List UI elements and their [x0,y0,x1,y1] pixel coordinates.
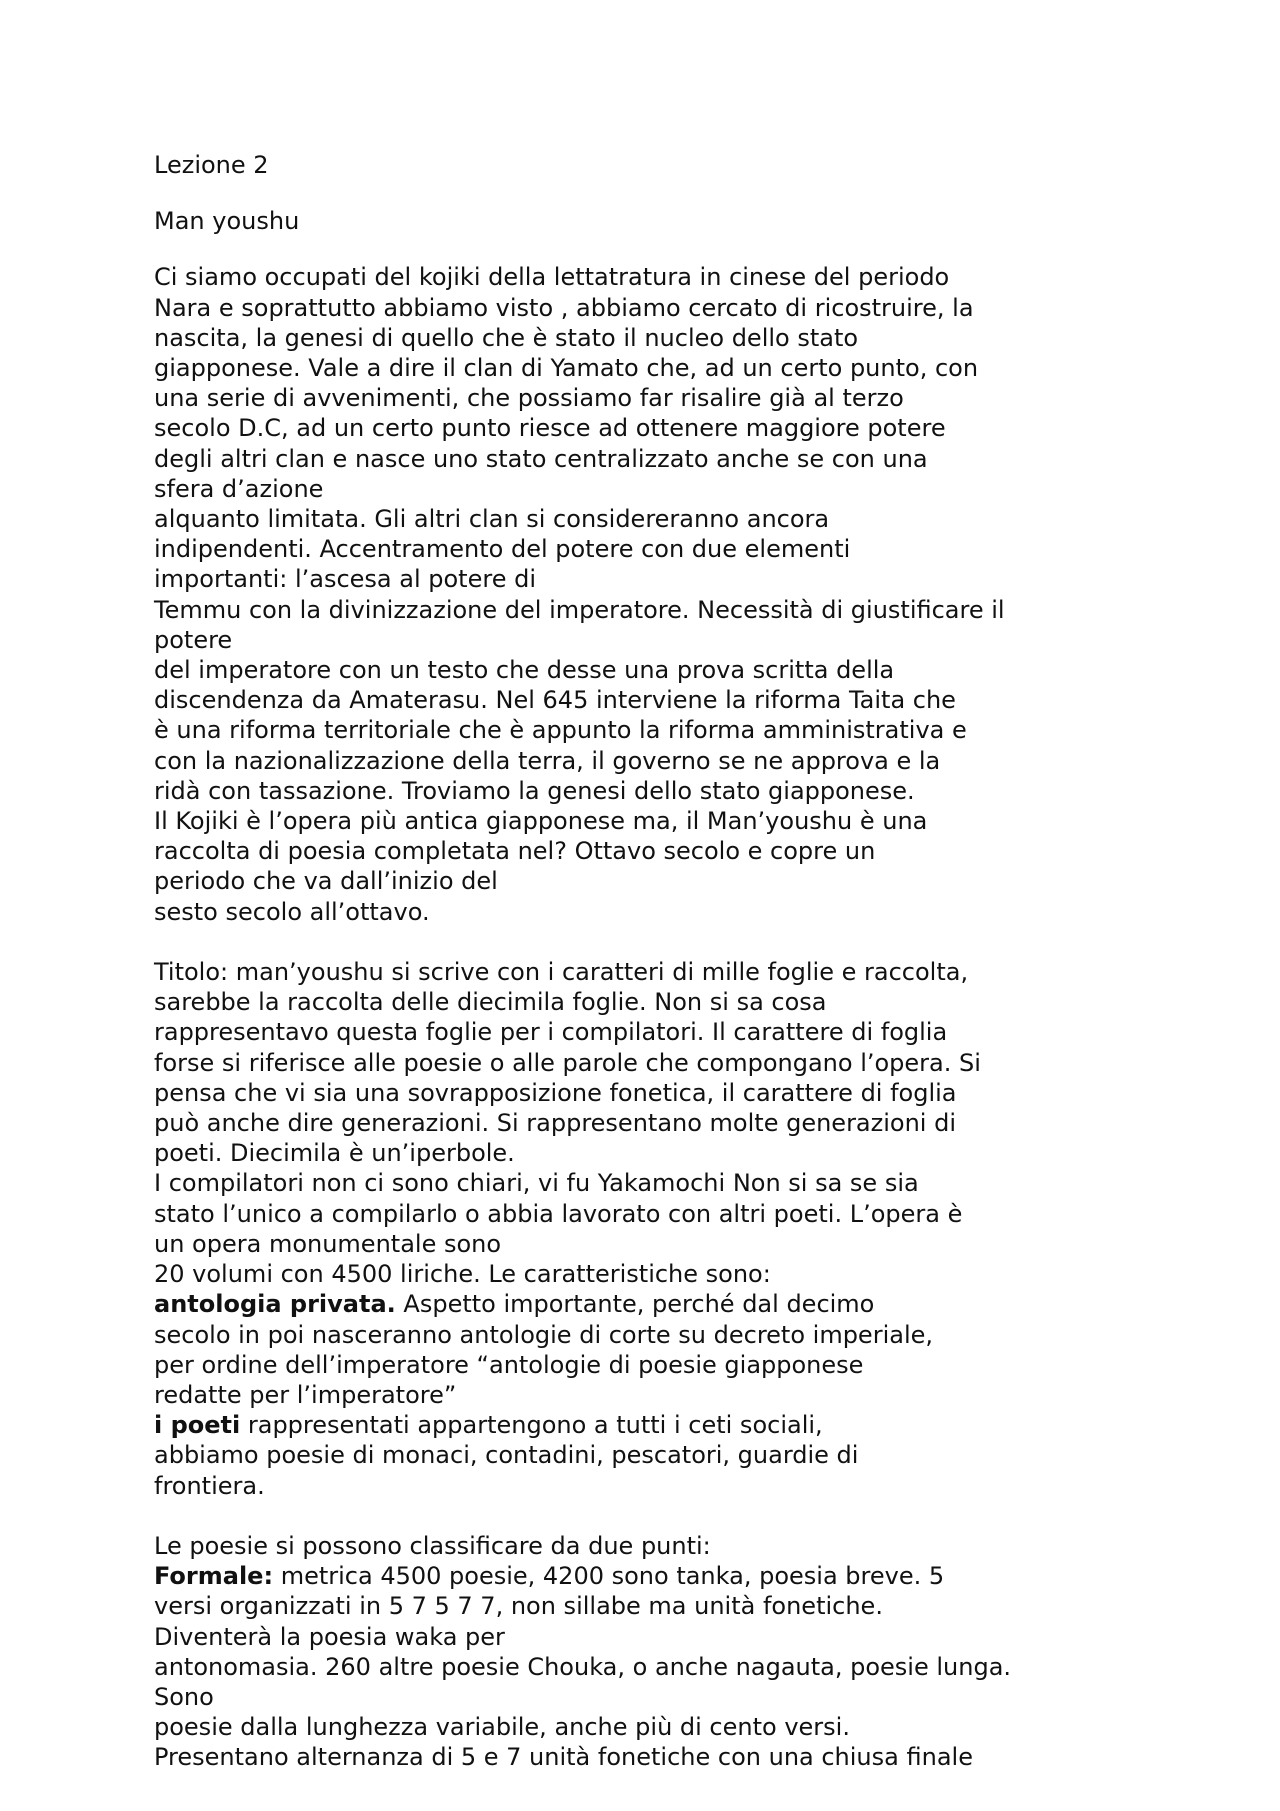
text-line: pensa che vi sia una sovrapposizione fonetica, il carattere di foglia [154,1078,957,1107]
text-line: degli altri clan e nasce uno stato centralizzato anche se con una [154,444,928,473]
text-line: redatte per l’imperatore” [154,1380,457,1409]
text-line: giapponese. Vale a dire il clan di Yamato che, ad un certo punto, con [154,354,979,383]
text-line: frontiera. [154,1471,265,1500]
text-line: secolo in poi nasceranno antologie di corte su decreto imperiale, [154,1320,934,1349]
document-page [154,150,1154,1773]
paragraph-gap [154,927,1154,957]
text-line: indipendenti. Accentramento del potere con due elementi [154,535,851,564]
text-line: con la nazionalizzazione della terra, il governo se ne approva e la [154,746,941,775]
text-line: Temmu con la divinizzazione del imperatore. Necessità di giustificare il [154,595,1005,624]
text-line: Sono [154,1682,214,1711]
text-line: Il Kojiki è l’opera più antica giapponese ma, il Man’youshu è una [154,807,928,836]
text-line [154,1289,1154,1319]
text-line: Ci siamo occupati del kojiki della lettatratura in cinese del periodo [154,263,950,292]
text-line: sfera d’azione [154,474,324,503]
text-line: poesie dalla lunghezza variabile, anche più di cento versi. [154,1713,850,1742]
bold-term: antologia privata. [154,1290,396,1319]
paragraph [154,262,1154,926]
text-line: una serie di avvenimenti, che possiamo far risalire già al terzo [154,384,904,413]
paragraph [154,1531,1154,1773]
text-line: del imperatore con un testo che desse una prova scritta della [154,656,895,685]
text-line: raccolta di poesia completata nel? Ottavo secolo e copre un [154,837,876,866]
text-line: discendenza da Amaterasu. Nel 645 interviene la riforma Taita che [154,686,956,715]
document-body [154,262,1154,1772]
text-line: è una riforma territoriale che è appunto la riforma amministrativa e [154,716,967,745]
text-line: Nara e soprattutto abbiamo visto , abbiamo cercato di ricostruire, la [154,293,974,322]
text-line: secolo D.C, ad un certo punto riesce ad ottenere maggiore potere [154,414,946,443]
text-line: I compilatori non ci sono chiari, vi fu Yakamochi Non si sa se sia [154,1169,919,1198]
text-line: antonomasia. 260 altre poesie Chouka, o anche nagauta, poesie lunga. [154,1652,1012,1681]
document-title: Lezione 2 [154,151,269,179]
text-line [154,1410,1154,1440]
document-subtitle: Man youshu [154,207,300,236]
text-line: nascita, la genesi di quello che è stato il nucleo dello stato [154,323,859,352]
text-line: ridà con tassazione. Troviamo la genesi dello stato giapponese. [154,776,915,805]
text-line: Le poesie si possono classificare da due punti: [154,1531,711,1560]
text-line: importanti: l’ascesa al potere di [154,565,536,594]
text-line: Diventerà la poesia waka per [154,1622,505,1651]
text-line: può anche dire generazioni. Si rappresentano molte generazioni di [154,1109,956,1138]
text-line: per ordine dell’imperatore “antologie di poesie giapponese [154,1350,864,1379]
text-line: poeti. Diecimila è un’iperbole. [154,1139,515,1168]
text-line: alquanto limitata. Gli altri clan si considereranno ancora [154,505,830,534]
text-line: versi organizzati in 5 7 5 7 7, non sillabe ma unità fonetiche. [154,1592,883,1621]
text-line: 20 volumi con 4500 liriche. Le caratteristiche sono: [154,1260,771,1289]
text-line: sesto secolo all’ottavo. [154,897,430,926]
line-text: Aspetto importante, perché dal decimo [395,1290,875,1319]
bold-term: i poeti [154,1411,241,1440]
text-line: forse si riferisce alle poesie o alle parole che compongano l’opera. Si [154,1048,981,1077]
text-line: Presentano alternanza di 5 e 7 unità fonetiche con una chiusa finale [154,1743,973,1772]
text-line [154,1561,1154,1591]
text-line: abbiamo poesie di monaci, contadini, pescatori, guardie di [154,1441,859,1470]
text-line: sarebbe la raccolta delle diecimila foglie. Non si sa cosa [154,988,827,1017]
line-text: metrica 4500 poesie, 4200 sono tanka, poesia breve. 5 [273,1562,945,1591]
bold-term: Formale: [154,1562,274,1591]
text-line: stato l’unico a compilarlo o abbia lavorato con altri poeti. L’opera è [154,1199,963,1228]
text-line: potere [154,625,233,654]
text-line: un opera monumentale sono [154,1229,502,1258]
line-text: rappresentati appartengono a tutti i ceti sociali, [240,1411,823,1440]
text-line: rappresentavo questa foglie per i compilatori. Il carattere di foglia [154,1018,948,1047]
paragraph-gap [154,1501,1154,1531]
text-line: Titolo: man’youshu si scrive con i caratteri di mille foglie e raccolta, [154,958,969,987]
text-line: periodo che va dall’inizio del [154,867,498,896]
paragraph [154,957,1154,1501]
